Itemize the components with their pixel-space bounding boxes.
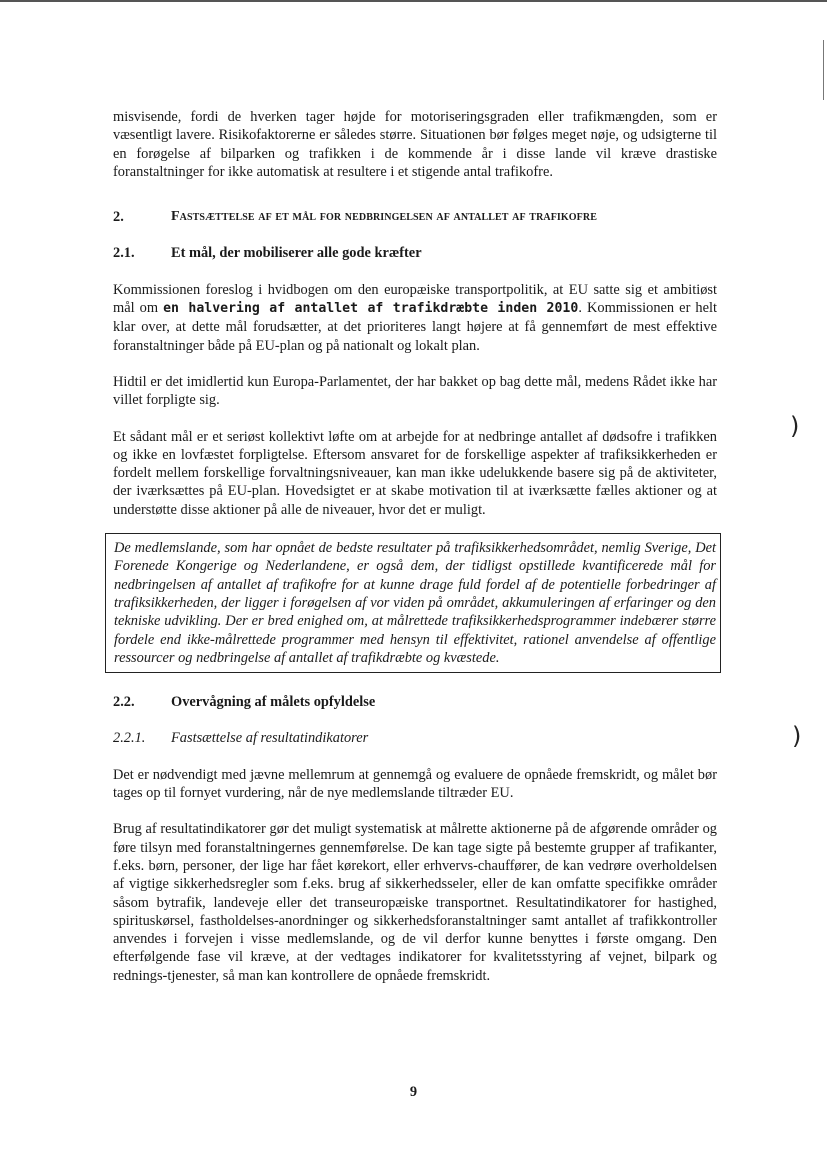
paragraph-parliament: Hidtil er det imidlertid kun Europa-Parlamentet, der har bakket op bag dette mål, medens Rådet ikke har villet forpligte sig.	[113, 373, 717, 409]
text-run: . Kommissionen er helt klar over, at dette mål forudsætter, at det prioriteres langt højere at få gennemført de mest effektive foranstaltninger både på EU-plan og på nationalt og lokalt plan.	[113, 300, 718, 354]
document-body	[113, 108, 717, 985]
section-heading-2-2-1	[113, 729, 717, 747]
section-number: 2.	[113, 209, 124, 226]
section-title: Fastsættelse af resultatindikatorer	[171, 730, 369, 747]
margin-bracket-mark: )	[790, 412, 800, 440]
section-title: Et mål, der mobiliserer alle gode kræfter	[171, 245, 422, 262]
paragraph-intro: misvisende, fordi de hverken tager højde for motoriseringsgraden eller trafikmængden, som er væsentligt lavere. Risikofaktorerne er således større. Situationen bør følges meget nøje, og udsigterne til en forøgelse af bilparken og trafikken i de kommende år i disse lande vil kræve drastiske foranstaltninger for ikke automatisk at resultere i et stigende antal trafikofre.	[113, 109, 717, 180]
right-scan-rule	[823, 40, 824, 100]
emphasized-goal: en halvering af antallet af trafikdræbte inden 2010	[163, 301, 579, 317]
paragraph-commission-goal	[113, 281, 717, 355]
section-heading-2-2	[113, 693, 717, 711]
paragraph-evaluation: Det er nødvendigt med jævne mellemrum at gennemgå og evaluere de opnåede fremskridt, og målet bør tages op til fornyet vurdering, når de nye medlemslande tiltræder EU.	[113, 766, 717, 802]
section-heading-2	[113, 208, 717, 226]
page-number: 9	[409, 1084, 418, 1100]
margin-bracket-mark: )	[792, 722, 802, 750]
highlight-box	[105, 533, 721, 673]
section-number: 2.2.	[113, 694, 135, 711]
top-scan-rule	[0, 0, 827, 2]
section-number: 2.1.	[113, 245, 135, 262]
section-heading-2-1	[113, 244, 717, 262]
section-title: Fastsættelse af et mål for nedbringelsen af antallet af trafikofre	[171, 209, 597, 225]
section-number: 2.2.1.	[113, 730, 146, 747]
text-run: Kommissionen foreslog i hvidbogen om den europæiske transportpolitik, at EU satte sig et ambitiøst mål om	[113, 281, 717, 317]
highlight-box-text: De medlemslande, som har opnået de bedste resultater på trafiksikkerhedsområdet, nemlig Sverige, Det Forenede Kongerige og Nederlandene, er også dem, der tidligst opstillede kvantificerede mål for nedbringelsen af antallet af trafikofre for at kunne drage fuld fordel af de potentielle forbedringer af trafiksikkerheden, der ligger i forøgelsen af vor viden på området, akkumuleringen af erfaringer og den tekniske udvikling. Der er bred enighed om, at målrettede trafiksikkerhedsprogrammer indebærer større fordele end ikke-målrettede programmer med hensyn til effektivitet, rationel anvendelse af offentlige ressourcer og nedbringelse af antallet af trafikdræbte og kvæstede.	[114, 540, 716, 666]
paragraph-collective-promise: Et sådant mål er et seriøst kollektivt løfte om at arbejde for at nedbringe antallet af dødsofre i trafikken og ikke en lovfæstet forpligtelse. Eftersom ansvaret for de forskellige aspekter af trafiksikkerheden er fordelt mellem forskellige forvaltningsniveauer, kan man ikke udelukkende basere sig på de aktiviteter, der iværksættes på EU-plan. Hovedsigtet er at skabe motivation til at iværksætte fælles aktioner og at understøtte disse aktioner på alle de niveauer, hvor det er muligt.	[113, 428, 717, 518]
paragraph-indicators: Brug af resultatindikatorer gør det muligt systematisk at målrette aktionerne på de afgørende områder og føre tilsyn med foranstaltningernes gennemførelse. De kan tage sigte på bestemte grupper af trafikanter, f.eks. børn, personer, der lige har fået kørekort, eller erhvervs-chauffører, de kan vedrøre overholdelsen af vigtige sikkerhedsregler som f.eks. brug af sikkerhedsseler, eller de kan omfatte specifikke områder såsom bytrafik, landeveje eller det transeuropæiske transportnet. Resultatindikatorer for hastighed, spirituskørsel, fastholdelses-anordninger og sikkerhedsforanstaltninger samt antallet af trafikkontroller anvendes i forvejen i visse medlemslande, og de vil derfor kunne benyttes i første omgang. Den efterfølgende fase vil kræve, at der vedtages indikatorer for kvalitetsstyring af vejnet, bilpark og rednings-tjenester, så man kan kontrollere de opnåede fremskridt.	[113, 821, 717, 984]
section-title: Overvågning af målets opfyldelse	[171, 694, 376, 711]
